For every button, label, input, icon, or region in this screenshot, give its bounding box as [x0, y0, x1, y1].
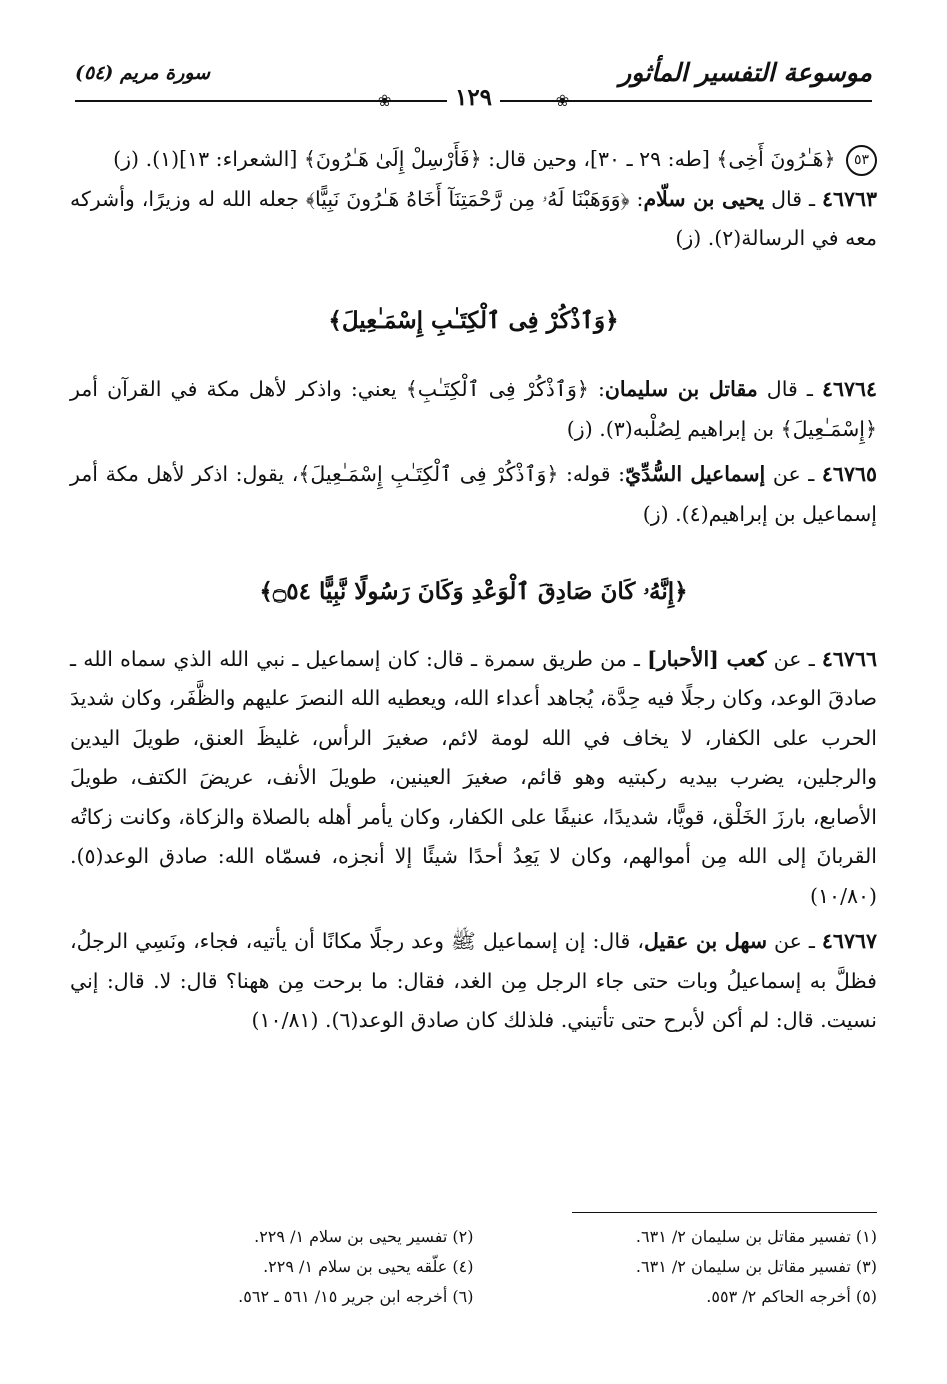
surah-reference: سورة مريم (٥٤) — [75, 62, 211, 84]
page-header — [75, 58, 872, 114]
footnote-5: (٥) أخرجه الحاكم ٢/ ٥٥٣. — [706, 1287, 877, 1306]
book-title: موسوعة التفسير المأثور — [619, 58, 872, 87]
narrator-name: يحيى بن سلّام — [643, 186, 765, 211]
narrator-name: مقاتل بن سليمان — [604, 377, 758, 401]
narrator-name: كعب [الأحبار] — [647, 646, 767, 671]
footnote-row — [70, 1282, 877, 1312]
footnote-4: (٤) علّقه يحيى بن سلام ١/ ٢٢٩. — [263, 1257, 474, 1276]
verse-heading-2: ﴿إِنَّهُۥ كَانَ صَادِقَ ٱلْوَعْدِ وَكَانَ رَسُولًا نَّبِيًّا ۝٥٤﴾ — [259, 578, 688, 605]
narrator-name: إسماعيل السُّدِّيّ — [625, 462, 766, 486]
footnote-row — [70, 1222, 877, 1252]
footnote-separator — [572, 1212, 877, 1213]
verse-number-circle: ٥٣ — [846, 145, 877, 176]
entry-46767 — [70, 922, 877, 1041]
footnote-1: (١) تفسير مقاتل بن سليمان ٢/ ٦٣١. — [635, 1227, 877, 1246]
entry-46763 — [70, 180, 877, 259]
entry-text: ـ من طريق سمرة ـ قال: كان إسماعيل ـ نبي الله الذي سماه الله ـ صادقَ الوعد، وكان رجلًا فيه حِدَّة، يُجاهد أعداء الله، ويعطيه الله النصرَ عليهم والظَّفَر، وكان شديدَ الحرب على الكفار، لا يخاف في الله لومة لائم، صغيرَ الرأس، غليظَ العنق، طويلَ اليدين والرجلين، يضرب بيديه ركبتيه وهو قائم، صغيرَ العينين، طويلَ الأنف، عريضَ الكتف، طويلَ الأصابع، بارزَ الخَلْق، قويًّا، شديدًا، عنيفًا على الكفار، وكان يأمر أهله بالصلاة والزكاة، وكانت زكاتُه القربانَ إلى الله مِن أموالهم، وكان لا يَعِدُ أحدًا شيئًا إلا أنجزه، فسمّاه الله: صادق الوعد(٥). (١٠/٨٠) — [70, 646, 877, 908]
continued-line — [70, 140, 877, 180]
entry-number: ٤٦٧٦٧ — [821, 929, 877, 953]
page-number-wrap — [75, 84, 872, 111]
entry-text: : قوله: ﴿وَٱذْكُرْ فِى ٱلْكِتَـٰبِ إِسْمَـٰعِيلَ﴾، يقول: اذكر لأهل مكة أمر إسماعيل بن إبراهيم(٤). (ز) — [70, 462, 877, 526]
entry-prefix: ـ عن — [765, 462, 822, 486]
entry-text: : ﴿وَٱذْكُرْ فِى ٱلْكِتَـٰبِ﴾ يعني: واذكر لأهل مكة في القرآن أمر ﴿إِسْمَـٰعِيلَ﴾ بن إبراهيم لِصُلْبه(٣). (ز) — [70, 377, 877, 441]
entry-prefix: ـ عن — [766, 646, 822, 671]
entry-text: : ﴿وَوَهَبْنَا لَهُۥ مِن رَّحْمَتِنَآ أَخَاهُ هَـٰرُونَ نَبِيًّا﴾ جعله الله له وزيرًا، وأشركه معه في الرسالة(٢). (ز) — [70, 186, 877, 250]
entry-number: ٤٦٧٦٣ — [821, 186, 878, 211]
entry-prefix: ـ قال — [757, 377, 822, 401]
entry-prefix: ـ عن — [767, 929, 822, 953]
entry-prefix: ـ قال — [764, 186, 822, 211]
footnote-3: (٣) تفسير مقاتل بن سليمان ٢/ ٦٣١. — [635, 1257, 877, 1276]
entry-46765 — [70, 455, 877, 534]
entry-46766 — [70, 640, 877, 917]
footnote-6: (٦) أخرجه ابن جرير ١٥/ ٥٦١ ـ ٥٦٢. — [238, 1287, 474, 1306]
entry-number: ٤٦٧٦٦ — [821, 646, 877, 671]
page-body — [70, 140, 877, 1047]
footnote-2: (٢) تفسير يحيى بن سلام ١/ ٢٢٩. — [254, 1227, 474, 1246]
verse-heading-1: ﴿وَٱذْكُرْ فِى ٱلْكِتَـٰبِ إِسْمَـٰعِيلَ﴾ — [328, 306, 619, 334]
footnotes — [70, 1222, 877, 1312]
narrator-name: سهل بن عقيل — [644, 929, 768, 953]
entry-46764 — [70, 370, 877, 449]
entry-number: ٤٦٧٦٤ — [821, 377, 877, 401]
entry-number: ٤٦٧٦٥ — [821, 462, 877, 486]
page-number: ١٢٩ — [447, 84, 500, 111]
ornament-left: ❀ — [377, 91, 392, 110]
entry-text: ، قال: إن إسماعيل ﷺ وعد رجلًا مكانًا أن يأتيه، فجاء، ونَسِي الرجلُ، فظلَّ به إسماعيلُ وبات حتى جاء الرجل مِن الغد، فقال: ما برحت مِن ههنا؟ قال: لا. قال: إني نسيت. قال: لم أكن لأبرح حتى تأتيني. فلذلك كان صادق الوعد(٦). (١٠/٨١) — [70, 929, 877, 1032]
ornament-right: ❀ — [555, 91, 570, 110]
continued-text: ﴿هَـٰرُونَ أَخِى﴾ [طه: ٢٩ ـ ٣٠]، وحين قال: ﴿فَأَرْسِلْ إِلَىٰ هَـٰرُونَ﴾ [الشعراء: ١٣](١). (ز) — [113, 147, 836, 171]
footnote-row — [70, 1252, 877, 1282]
